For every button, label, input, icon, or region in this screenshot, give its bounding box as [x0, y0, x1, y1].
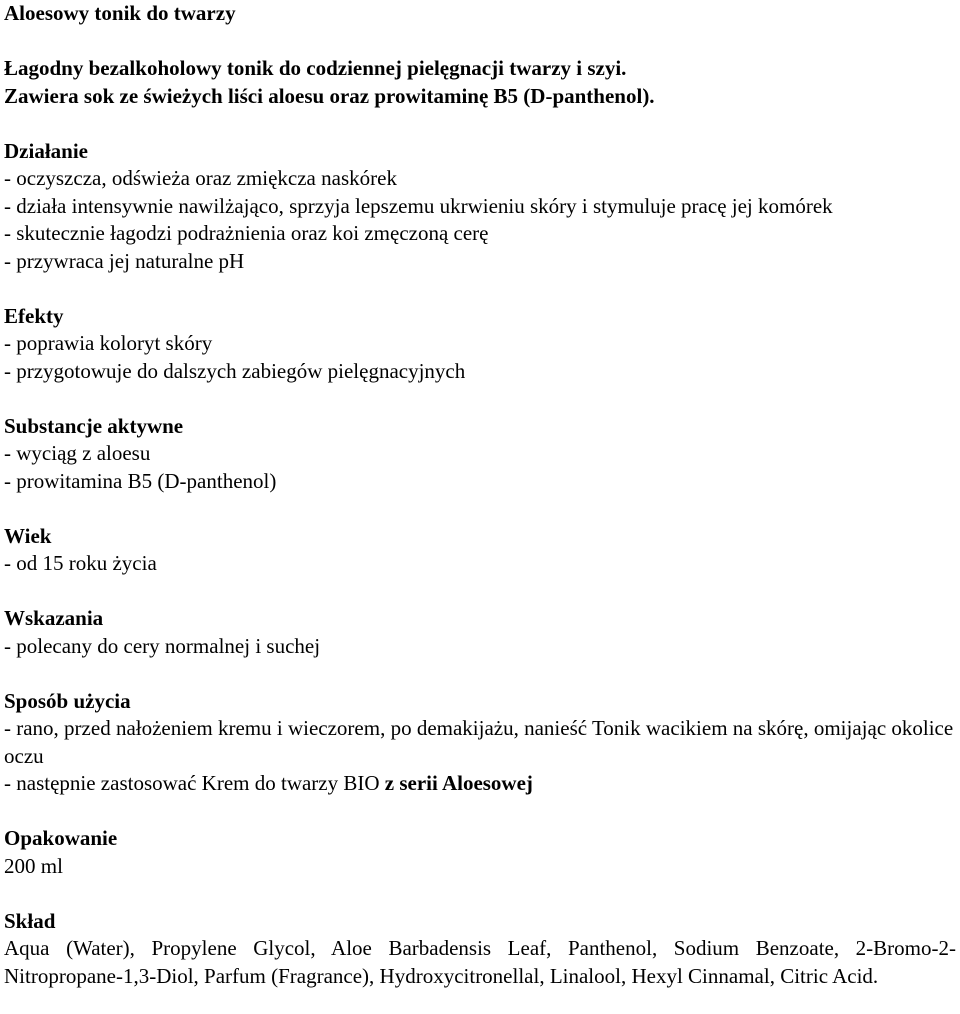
product-title: Aloesowy tonik do twarzy [4, 1, 236, 25]
section-heading-substancje: Substancje aktywne [4, 413, 184, 438]
list-item: - działa intensywnie nawilżająco, sprzyja lepszemu ukrwieniu skóry i stymuluje pracę jej komórek [4, 193, 833, 218]
list-item: - wyciąg z aloesu [4, 441, 151, 465]
product-intro [4, 55, 956, 110]
ingredients-text: Aqua (Water), Propylene Glycol, Aloe Barbadensis Leaf, Panthenol, Sodium Benzoate, 2-Bromo-2-Nitropropane-1,3-Diol, Parfum (Fragrance), Hydroxycitronellal, Linalool, Hexyl Cinnamal, Citric Acid. [4, 936, 956, 988]
list-item [4, 770, 956, 798]
section-dzialanie [4, 138, 956, 276]
section-heading-opakowanie: Opakowanie [4, 826, 118, 850]
section-efekty [4, 303, 956, 386]
section-wskazania [4, 605, 956, 660]
list-item-bold-text: z serii Aloesowej [384, 771, 533, 795]
list-item: - poprawia koloryt skóry [4, 331, 213, 355]
section-sposob-uzycia [4, 688, 956, 798]
list-item: - polecany do cery normalnej i suchej [4, 633, 321, 658]
section-heading-wskazania: Wskazania [4, 606, 104, 630]
list-item: - przywraca jej naturalne pH [4, 248, 245, 273]
list-item: - rano, przed nałożeniem kremu i wieczorem, po demakijażu, nanieść Tonik wacikiem na skórę, omijając okolice oczu [4, 716, 954, 768]
section-heading-wiek: Wiek [4, 523, 52, 548]
section-sklad [4, 908, 956, 991]
list-item: - skutecznie łagodzi podrażnienia oraz koi zmęczoną cerę [4, 221, 489, 245]
section-wiek [4, 523, 956, 578]
section-opakowanie [4, 825, 956, 880]
package-size: 200 ml [4, 853, 63, 878]
section-heading-efekty: Efekty [4, 303, 64, 328]
section-heading-dzialanie: Działanie [4, 138, 88, 163]
section-heading-sposob: Sposób użycia [4, 688, 131, 713]
list-item: - przygotowuje do dalszych zabiegów pielęgnacyjnych [4, 358, 466, 383]
intro-line-1: Łagodny bezalkoholowy tonik do codziennej pielęgnacji twarzy i szyi. [4, 56, 627, 80]
intro-line-2: Zawiera sok ze świeżych liści aloesu oraz prowitaminę B5 (D-panthenol). [4, 83, 655, 108]
section-substancje-aktywne [4, 413, 956, 496]
list-item: - od 15 roku życia [4, 551, 157, 575]
section-heading-sklad: Skład [4, 908, 56, 933]
list-item-text: - następnie zastosować Krem do twarzy BIO [4, 771, 385, 795]
list-item: - oczyszcza, odświeża oraz zmiękcza naskórek [4, 166, 397, 190]
list-item: - prowitamina B5 (D-panthenol) [4, 468, 277, 493]
